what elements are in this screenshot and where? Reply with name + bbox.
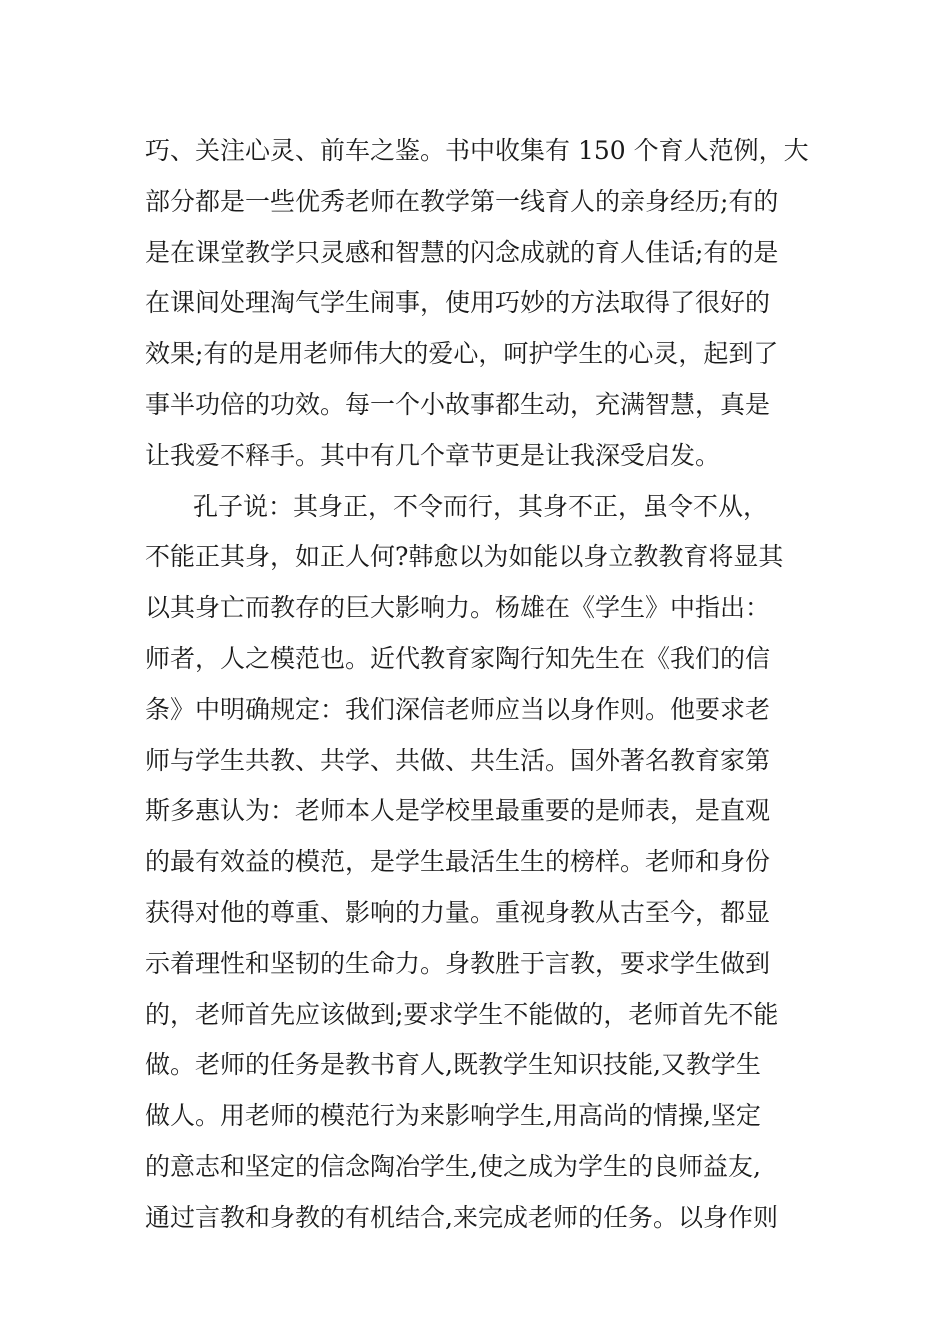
paragraph-1 [145,128,810,484]
text-line: 的，老师首先应该做到;要求学生不能做的，老师首先不能 [145,999,779,1029]
text-line: 孔子说：其身正，不令而行，其身不正，虽令不从， [193,491,769,521]
text-line: 斯多惠认为：老师本人是学校里最重要的是师表，是直观 [145,796,771,826]
text-line: 获得对他的尊重、影响的力量。重视身教从古至今，都显 [145,897,771,927]
document-body [145,128,810,1246]
text-line: 通过言教和身教的有机结合,来完成老师的任务。以身作则 [145,1202,778,1232]
text-line: 条》中明确规定：我们深信老师应当以身作则。他要求老 [145,694,771,724]
text-line: 以其身亡而教存的巨大影响力。杨雄在《学生》中指出： [145,593,771,623]
text-line: 让我爱不释手。其中有几个章节更是让我深受启发。 [145,440,721,470]
paragraph-2 [145,484,810,1246]
text-line: 事半功倍的功效。每一个小故事都生动，充满智慧，真是 [145,389,771,419]
text-line: 师者，人之模范也。近代教育家陶行知先生在《我们的信 [145,643,771,673]
text-line: 做。老师的任务是教书育人,既教学生知识技能,又教学生 [145,1050,761,1080]
text-line: 的最有效益的模范，是学生最活生生的榜样。老师和身份 [145,847,771,877]
text-line: 巧、关注心灵、前车之鉴。书中收集有 150 个育人范例，大 [145,136,809,165]
text-line: 的意志和坚定的信念陶冶学生,使之成为学生的良师益友, [145,1151,761,1181]
text-line: 是在课堂教学只灵感和智慧的闪念成就的育人佳话;有的是 [145,237,779,267]
text-line: 在课间处理淘气学生闹事，使用巧妙的方法取得了很好的 [145,288,771,318]
text-line: 师与学生共教、共学、共做、共生活。国外著名教育家第 [145,745,771,775]
text-line: 做人。用老师的模范行为来影响学生,用高尚的情操,坚定 [145,1101,761,1131]
text-line: 效果;有的是用老师伟大的爱心，呵护学生的心灵，起到了 [145,339,779,369]
text-line: 示着理性和坚韧的生命力。身教胜于言教，要求学生做到 [145,948,771,978]
text-line: 部分都是一些优秀老师在教学第一线育人的亲身经历;有的 [145,186,779,216]
text-line: 不能正其身，如正人何?韩愈以为如能以身立教教育将显其 [145,542,784,572]
